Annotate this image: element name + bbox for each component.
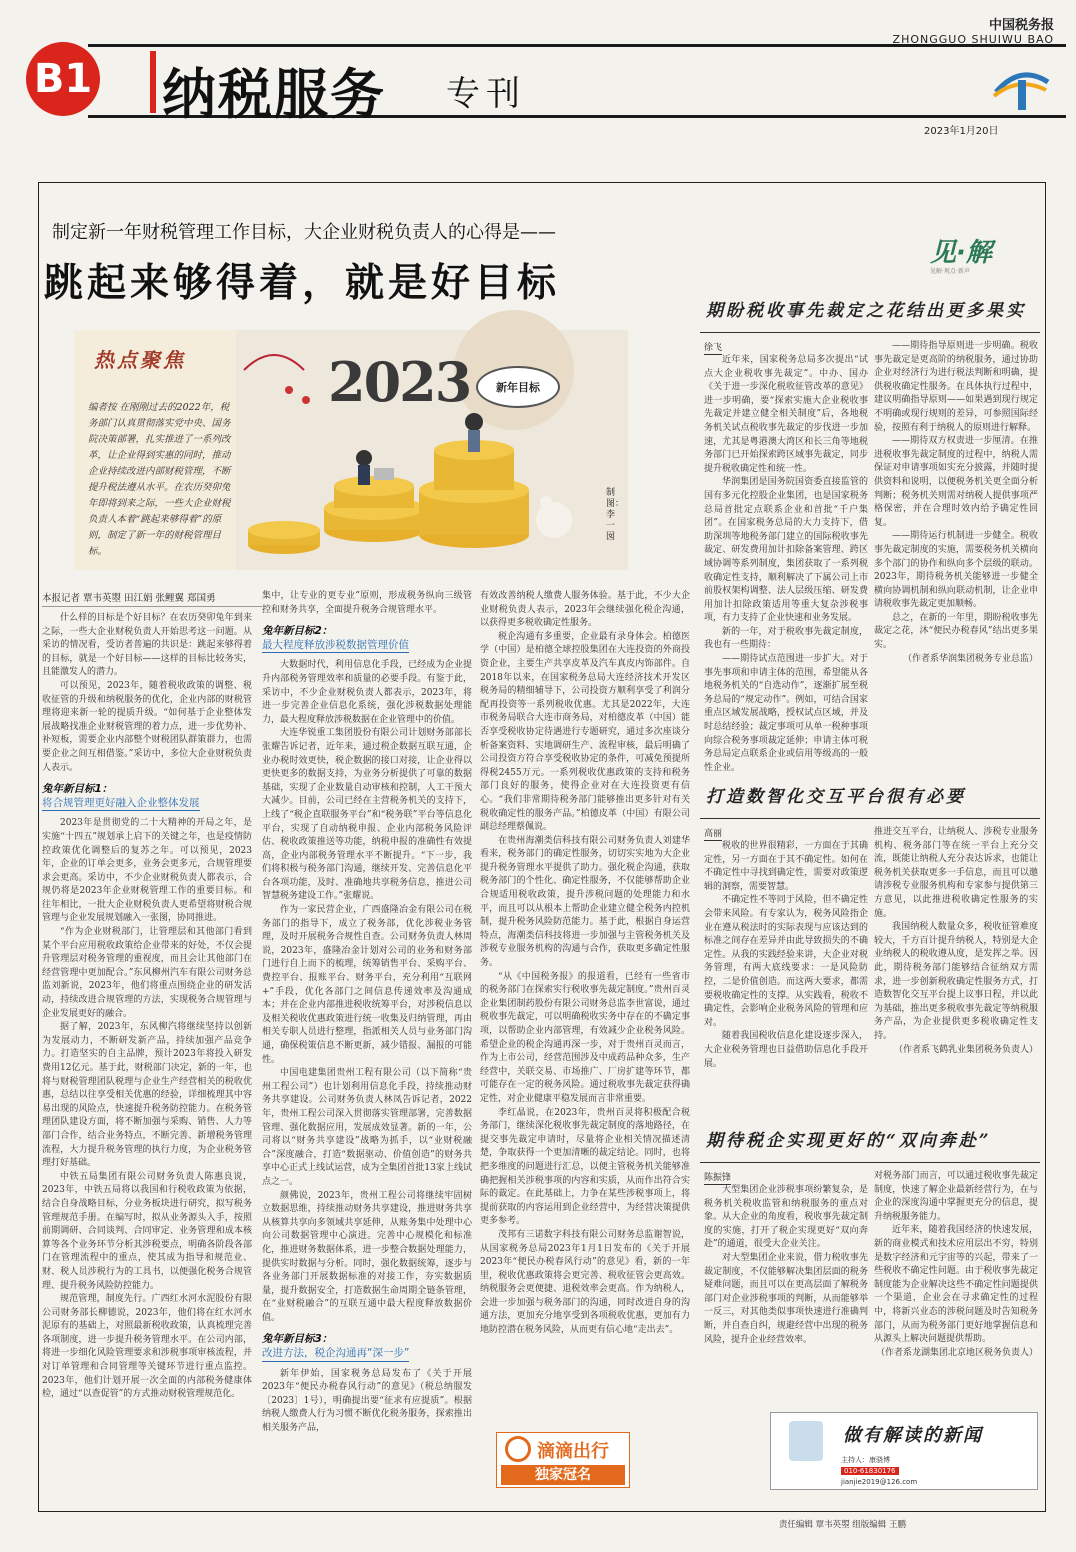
didi-ad[interactable] <box>496 1432 630 1488</box>
paragraph: 对税务部门而言，可以通过税收事先裁定制度，快速了解企业最新经营行为，在与企业的深度沟通中掌握更充分的信息，提升纳税服务能力。 <box>874 1171 1038 1222</box>
paragraph: 对大型集团企业来说，借力税收事先裁定制度，不仅能够解决集团层面的税务疑难问题，而且可以在更高层面了解税务部门对企业涉税事项的判断，从而能够举一反三，对其他类似事项快速进行准确判断，并自查自纠，规避经营中出现的税务风险，提升企业经营效率。 <box>704 1252 868 1345</box>
contact-phone[interactable]: 010-61830176 <box>841 1467 899 1475</box>
editor-note: 编者按 在刚刚过去的2022年，税务部门认真贯彻落实党中央、国务院决策部署，扎实推进了一系列改革，让企业得到实惠的同时，推动企业持续改进内部财税管理，不断提升税法遵从水平。在农历癸卯兔年即将到来之际，一些大企业财税负责人本着“跳起来够得着”的原则，制定了新一年的财税管理目标。 <box>88 402 231 557</box>
paragraph: 作为一家民营企业，广西盛隆冶金有限公司在税务部门的指导下，成立了税务部，优化涉税业务管理，及时开展税务合规性自查。公司财务负责人林周说，2023年，盛隆冶金计划对公司的业务和财务部门进行自上而下的梳理，统筹销售平台、采购平台、费控平台、报账平台、财务平台，充分利用“互联网+”手段，优化各部门之间信息传递效率及沟通成本；并在企业内部推进税收统筹平台，对涉税信息以及相关税收优惠政策进行统一收集及归纳管理，再由相关专职人员进行整理，指派相关人员与业务部门沟通，确保税策信息不断更新，减少错报、漏报的可能性。 <box>262 905 472 1065</box>
paragraph: 我国纳税人数量众多，税收征管难度较大，千方百计提升纳税人，特别是大企业纳税人的税收遵从度，是发挥之举。因此，期待税务部门能够结合征纳双方需求，进一步创新税收确定性服务方式，打造数智化交互平台提上议事日程，并以此为基础，推出更多税收事先裁定等纳税服务产品，为企业提供更多税收确定性支持。 <box>874 922 1038 1041</box>
paragraph: ——期待运行机制进一步健全。税收事先裁定制度的实施，需要税务机关横向多个部门的协作和纵向多个层级的联动。2023年，期待税务机关能够进一步健全横向协调机制和纵向联动机制，让企业申请税收事先裁定更加顺畅。 <box>874 531 1038 610</box>
paragraph: 近年来，国家税务总局多次提出“试点大企业税收事先裁定”。中办、国办《关于进一步深化税收征管改革的意见》进一步明确，要“探索实施大企业税收事先裁定并建立健全相关制度”后，各地税务机关试点税收事先裁定的步伐进一步加速，尤其是粤港澳大湾区和长三角等地税务部门已开始探索跨区域事先裁定，同步提升税收确定性和统一性。 <box>704 355 868 474</box>
subhead-label: 兔年新目标3： <box>262 1333 333 1346</box>
paragraph: 税企沟通有多重要，企业最有录身体会。柏德医学（中国）是柏德全球控股集团在大连投资的外商投资企业，主要生产共享皮革及汽车真皮内饰部件。自2018年以来，在国家税务总局大连经济技术开发区税务局的精细辅导下，公司投资方顺利享受了利润分配再投资等一系列税收优惠。尤其是2022年，大连市税务局联合大连市商务局，对柏德皮革（中国）能否享受税收协定待遇进行专题研究，通过多次座谈分析备案资料、实地调研生产、流程审核，最后明确了公司投资方符合享受税收协定的条件，可减免预提所得税2455万元。一系列税收优惠政策的支持和税务部门良好的服务，使得企业对在大连投资更有信心。“我们非常期待税务部门能够推出更多针对有关税收确定性的服务产品。”柏德皮革（中国）有限公司副总经理蔡佩说。 <box>480 631 690 833</box>
masthead <box>0 0 1076 182</box>
paragraph: 可以预见，2023年，随着税收政策的调整、税收征管的升级和纳税服务的优化，企业内部的财税管理将迎来新一轮的提质升级。“如何基于企业整体发展战略找准企业财税管理的着力点，进一步优势补、补短板，需要企业内部整个财税团队群策群力，也需要企业之间互相借鉴。”采访中，多位大企业财税负责人表示。 <box>42 680 252 773</box>
paragraph: 不确定性不等同于风险，但不确定性会带来风险。有专家认为，税务风险指企业在遵从税法时的实际表现与应该达到的标准之间存在差异并由此导致损失的不确定性。从我的实践经验来讲，大企业对税务管理，有两大底线要求：一是风险防控，二是价值创造。而这两大要求，都需要税收确定性的支撑。从实践看，税收不确定性，会影响企业税务风险的管理和应对。 <box>704 895 868 1028</box>
subhead-label: 兔年新目标1： <box>42 783 113 796</box>
opinion-3-col-b <box>874 1170 1038 1402</box>
paragraph: 新年伊始，国家税务总局发布了《关于开展2023年“便民办税春风行动”的意见》（税总纳服发〔2023〕1号），明确提出要“征求有应提质”。根据纳税人缴费人行为习惯不断优化税务服务，探索推出相关服务产品， <box>262 1368 472 1434</box>
byline: 本报记者 覃韦英曌 田江娟 张鲤翼 郑国勇 <box>42 590 262 607</box>
header-divider <box>150 51 156 113</box>
paragraph: ——期待试点范围进一步扩大。对于事先事项和申请主体的范围，希望能从各地税务机关的“自选动作”，逐渐扩展至税务总局的“规定动作”。例如，可结合国家重点区域发展战略，授权试点区域，并及时总结经验；裁定事项可从单一税种事项向综合税务事项裁定延伸；申请主体可税务总局定点联系企业或信用等级高的一般性企业。 <box>704 654 868 773</box>
subhead-text: 将合规管理更好融入企业整体发展 <box>42 797 200 812</box>
divider <box>700 818 1040 819</box>
new-year-goal-bubble: 新年目标 <box>476 366 560 408</box>
paragraph: 推进交互平台，让纳税人、涉税专业服务机构、税务部门等在统一平台上充分交流，既能让纳税人充分表达诉求，也能让税务机关获取更多一手信息，而且可以邀请涉税专业服务机构和专家参与提供第三方意见，以此推进税收确定性服务的实施。 <box>874 827 1038 919</box>
host-avatar <box>789 1421 823 1461</box>
paragraph: 随着我国税收信息化建设逐步深入，大企业税务管理也日益借助信息化手段开展。 <box>704 1031 868 1069</box>
paragraph: 茂邦有三诺数字科技有限公司财务总监谢智说，从国家税务总局2023年1月1日发布的《关于开展2023年“便民办税春风行动”的意见》看，新的一年里，税收优惠政策将会更完善、税收征管会更高效。纳税服务会更便捷、退税效率会更高。作为纳税人，会进一步加强与税务部门的沟通，同时改进自身的沟通方法，更加充分地享受到各项税收优惠，更加有力地防控潜在税务风险，从而更有信心地“走出去”。 <box>480 1229 690 1336</box>
didi-logo-icon <box>505 1436 531 1462</box>
page-badge: B1 <box>26 42 100 116</box>
paragraph: 大连华锐重工集团股份有限公司计划财务部部长张耀告诉记者，近年来，通过税企数据互联互通，企业办税时效更快，税企数据的接口对接，让企业得以更快更多的数据支持，为业务分析提供了可靠的数据基础，实现了企业数量自动审核和控制，人工干预大大减少。目前，公司已经在主营税务机关的支持下，上线了“税企直联服务平台”和“税务联”平台等信息化平台，实现了自动纳税申报、企业内部税务风险评估、税收政策推送等功能，纳税申报的准确性有效提高，企业内部税务管理水平不断提升。“下一步，我们将积极与税务部门沟通，继续开发、完善信息化平台各项功能，及时、准确地共享税务信息，推进公司智慧税务建设工作。”张耀说。 <box>262 728 472 902</box>
ad-slogan: 做有解读的新闻 <box>843 1425 983 1446</box>
paragraph: 据了解，2023年，东风柳汽将继续坚持以创新为发展动力，不断研发新产品，持续加强产品竞争力。打造坚实的自主品牌，预计2023年将投入研发费用12亿元。基于此，财税部门决定，新的一年，也将与财税管理团队税理与企业生产经营相关的税收优惠，总结以往享受相关优惠的经验，详细梳理其中容易出现的风险点，快速提升税务防控能力。在税务管理团队建设方面，将不断加强与采购、销售、人力等部门合作，结合业务特点，不断完善、新增税务管理流程，大力提升税务管理的执行力度，为企业税务管理打好基础。 <box>42 1022 252 1169</box>
paragraph: 规范管理，制度先行。广西红水河水泥股份有限公司财务部长柳德说，2023年，他们将在红水河水泥原有的基础上，对照最新税收政策，认真梳理完善各项制度，进一步提升税务管理水平。在公司内部，将进一步细化风险管理要求和涉税事项审核流程，并对订单管理和合同管理等关键环节进行重点监控。2023年，他们计划开展一次全面的内部税务健康体检，通过“以查促管”的方式推动财税管理规范化。 <box>42 1294 252 1400</box>
paragraph: 大数据时代，利用信息化手段，已经成为企业提升内部税务管理效率和质量的必要手段。有鉴于此，采访中，不少企业财税负责人都表示，2023年，将进一步完善企业信息化系统，强化涉税数据处理能力，最大程度释放涉税数据在企业管理中的价值。 <box>262 660 472 725</box>
opinion-author-1: 徐飞 <box>704 340 722 355</box>
author-note: （作者系飞鹤乳业集团税务负责人） <box>893 1044 1038 1055</box>
contact-email[interactable]: jianjie2019@126.com <box>841 1478 918 1486</box>
jianjie-column-ad[interactable] <box>770 1412 1038 1490</box>
author-note: （作者系华润集团税务专业总监） <box>902 653 1038 664</box>
host-name: 主持人：康骁博 <box>841 1456 890 1464</box>
paragraph: ——期待双方权责进一步厘清。在推进税收事先裁定制度的过程中，纳税人需保证对申请事项如实充分披露，并随时提供资料和说明，以便税务机关更全面分析判断；税务机关则需对纳税人提供事项严格保密，并在合理时效内给予确定性回复。 <box>874 436 1038 528</box>
paragraph: 集中，让专业的更专业”原则，形成税务纵向三级管控和财务共享，全面提升税务合规管理水平。 <box>262 591 472 615</box>
paper-name-cn: 中国税务报 <box>988 18 1054 33</box>
opinion-author-3: 陈振锋 <box>704 1170 731 1185</box>
paragraph: 有效改善纳税人缴费人服务体验。基于此，不少大企业财税负责人表示，2023年会继续强化税企沟通，以获得更多税收确定性服务。 <box>480 591 690 629</box>
section-subtitle: 专刊 <box>446 74 526 114</box>
jianjie-logo: 见·解 <box>930 238 992 268</box>
author-note: （作者系龙湖集团北京地区税务负责人） <box>875 1347 1038 1358</box>
paragraph: 李红晶说，在2023年，贵州百灵将积极配合税务部门，继续深化税收事先裁定制度的落地路径，在提交事先裁定申请时，尽量将企业相关情况描述清楚，争取获得一个更加清晰的裁定结论。同时，也将把多维度的问题进行汇总，以便主管税务机关能够准确把握相关涉税事项的内容和实质，从而作出符合实际的裁定。在此基础上，力争在某些涉税事项上，将提前获取的内容运用到企业经营中，为经营决策提供更多参考。 <box>480 1107 690 1227</box>
article-headline: 跳起来够得着，就是好目标 <box>44 260 561 306</box>
body-column-3 <box>480 590 690 1422</box>
opinion-2-col-a <box>704 840 868 1102</box>
body-column-2 <box>262 590 472 1502</box>
subhead-text: 改进方法，税企沟通再“深一步” <box>262 1347 409 1362</box>
paragraph: “从《中国税务报》的报道看，已经有一些省市的税务部门在探索实行税收事先裁定制度。”贵州百灵企业集团制药股份有限公司财务总监李世富说，通过税收事先裁定，可以明确税收实务中存在的不确定事项，以帮助企业内部管理，有效减少企业税务风险。希望企业的税企沟通再深一步，对于贵州百灵而言，作为上市公司，经营范围涉及中成药品种众多，生产经营中，关联交易、市场推广、厂房扩建等环节，都可能存在一定的税务风险。通过税收事先裁定获得确定性，对企业健康平稳发展而言非常重要。 <box>480 971 690 1104</box>
didi-ad-title: 滴滴出行 <box>537 1441 609 1462</box>
tax-logo-icon <box>990 62 1052 112</box>
paragraph: “作为企业财税部门，让管理层和其他部门看到某个平台应用税收政策给企业带来的好处，不仅会提升管理层对税务管理的重视度，而且会让其他部门在经营管理中更加配合。”东风柳州汽车有限公司财务总监刘新说，2023年，他们将重点围绕企业的研发活动，持续改进合规管理的方法，实现税务合规管理与企业发展更好的融合。 <box>42 927 252 1019</box>
paragraph: 税收的世界很精彩，一方面在于其确定性，另一方面在于其不确定性。如何在不确定性中寻找到确定性，需要对政策逻辑的洞察，需要智慧。 <box>704 841 868 892</box>
opinion-title-2: 打造数智化交互平台很有必要 <box>706 787 966 807</box>
opinion-author-2: 高丽 <box>704 826 722 841</box>
subhead-goal-2 <box>262 625 472 653</box>
illustration-credit: 制图：李一囡 <box>606 488 625 542</box>
opinion-3-col-a <box>704 1184 868 1402</box>
hot-topic-title: 热点聚焦 <box>94 348 186 372</box>
subhead-goal-1 <box>42 783 252 811</box>
paragraph: ——期待指导原则进一步明确。税收事先裁定是更高阶的纳税服务，通过协助企业对经济行为进行税法判断和明确，提供税收确定性服务。在具体执行过程中，建议明确指导原则——如果遇到现行规定不明确或现行规则的差异，可参照国际经验，按照有利于纳税人的原则进行解释。 <box>874 341 1038 433</box>
paragraph: 在贵州海潮类信科技有限公司财务负责人刘建华看来，税务部门的确定性服务，切切实实地为大企业提升税务管理水平提供了助力。强化税企沟通，获取税务部门的个性化、确定性服务，不仅能够帮助企业合规适用税收政策，提升涉税问题的处理能力和水平，而且可以从根本上帮助企业建立健全税务内控机制，提升税务风险防范能力。基于此，根据自身运营特点，海潮类信科技将进一步加强与主管税务机关及涉税专业服务机构的沟通与合作，获取更多确定性服务。 <box>480 835 690 969</box>
illustration-year: 2023 <box>328 350 471 414</box>
paragraph: 中国电建集团贵州工程有限公司（以下简称“贵州工程公司”）也计划利用信息化手段，持续推动财务共享建设。公司财务负责人林凤告诉记者，2022年，贵州工程公司深入贯彻落实管理部署，完善数据管理、强化数据应用，发展成效显著。新的一年，公司将以“财务共享建设”战略为抓手，以“业财税融合”深度融合，打造“数据驱动、价值创造”的财务共享中心正式上线试运营，成为全集团首批13家上线试点之一。 <box>262 1068 472 1187</box>
opinion-1-col-a <box>704 354 868 773</box>
opinion-1-col-b <box>874 340 1038 742</box>
paper-name <box>893 14 1054 46</box>
subhead-label: 兔年新目标2： <box>262 625 333 638</box>
section-title: 纳税服务 <box>162 63 386 126</box>
paragraph: 中铁五局集团有限公司财务负责人陈惠良说，2023年，中铁五局将以我国和行税收政策为依据，结合自身战略目标，分业务板块进行研究，拟写税务管理规范手册。在编写时，拟从业务源头入手，按照前期调研、合同谈判、合同审定、业务管理和成本核算等各个业务环节分析其涉税要点，明确各阶段各部门在管理流程中的重点，使其成为指导和规范业、财、税人员涉税行为的工具书，以便强化税务合规管理、提升税务风险防控能力。 <box>42 1171 252 1291</box>
paragraph: 近年来，随着我国经济的快速发展，新的商业模式和技术应用层出不穷，特别是数字经济和元宇宙等的兴起，带来了一些税收不确定性问题。由于税收事先裁定制度能为企业解决这些不确定性问题提供一个渠道，企业会在寻求确定性的过程中，将新兴业态的涉税问题及时告知税务部门，从而为税务部门更好地掌握信息和从源头上解决问题提供帮助。 <box>874 1225 1038 1345</box>
paragraph: 2023年是贯彻党的二十大精神的开局之年，是实施“十四五”规划承上启下的关键之年，也是疫情防控政策优化调整后的复苏之年。可以预见，2023年，企业的订单会更多，业务会更多元，合规管理要求会更高。采访中，不少企业财税负责人都表示，合规仍将是2023年企业财税管理工作的重要目标。和往年相比，一批大企业财税负责人更希望将财税合规管理与企业发展规划融入一张图，协同推进。 <box>42 818 252 924</box>
body-column-1 <box>42 612 252 1502</box>
paragraph: 华润集团是国务院国资委直接监管的国有多元化控股企业集团，也是国家税务总局首批定点联系企业和首批“千户集团”。在国家税务总局的大力支持下，借助深圳等地税务部门建立的国际税收事先裁定、研发费用加计扣除备案管理、跨区域协调等系列制度，集团获取了一系列税收确定性支持，顺利解决了下属公司上市前股权架构调整、法人层级压缩、研发费用加计扣除政策适用等重大复杂涉税事项，有力支持了企业快速和业务发展。 <box>704 477 868 624</box>
issue-date: 2023年1月20日 <box>924 126 999 137</box>
paper-name-en: ZHONGGUO SHUIWU BAO <box>892 33 1054 46</box>
page-footer: 责任编辑 覃韦英曌 组版编辑 王鹏 <box>778 1520 906 1530</box>
paragraph: 新的一年，对于税收事先裁定制度，我也有一些期待： <box>704 626 868 651</box>
paragraph: 总之，在新的一年里，期盼税收事先裁定之花，沐“便民办税春风”结出更多果实。 <box>874 612 1038 651</box>
paragraph: 颜佛说，2023年，贵州工程公司将继续牢固树立数据思维，持续推动财务共享建设，推进财务共享从核算共享向多领域共享延伸，从账务集中处理中心向公司数据管理中心演进。完善中心规模化和标准化，推进财务数据体系，进一步整合数据处理能力，提供实时数据与分析。同时，强化数据统筹，逐步与各业务部门开展数据标准的对接工作，夯实数据质量，提升数据安全，打造数据生命周期全链条管理，在“业财税融合”的互联互通中最大程度释放数据价值。 <box>262 1190 472 1323</box>
jianjie-tagline: 见解·观点·新声 <box>930 268 970 275</box>
divider <box>700 1162 1040 1163</box>
article-kicker: 制定新一年财税管理工作目标，大企业财税负责人的心得是—— <box>52 222 556 243</box>
subhead-text: 最大程度释放涉税数据管理价值 <box>262 639 409 654</box>
opinion-2-col-b <box>874 826 1038 1102</box>
paragraph: 大型集团企业涉税事项纷繁复杂，是税务机关税收监管和纳税服务的重点对象。从大企业的角度看，税收事先裁定制度的实施，打开了税企实现更好“双向奔赴”的通道，很受大企业关注。 <box>704 1185 868 1250</box>
ad-contact <box>841 1455 917 1488</box>
opinion-title-3: 期待税企实现更好的“双向奔赴” <box>706 1131 992 1151</box>
opinion-title-1: 期盼税收事先裁定之花结出更多果实 <box>706 301 1026 321</box>
didi-ad-sponsor: 独家冠名 <box>501 1465 625 1485</box>
subhead-goal-3 <box>262 1333 472 1361</box>
divider <box>700 332 1040 333</box>
paragraph: 什么样的目标是个好目标？在农历癸卯兔年到来之际，一些大企业财税负责人开始思考这一问题。从采访的情况看，受访者普遍的共识是：跳起来够得着的目标，就是一个好目标——这样的目标比较务实，且能激发人的潜力。 <box>42 613 252 678</box>
